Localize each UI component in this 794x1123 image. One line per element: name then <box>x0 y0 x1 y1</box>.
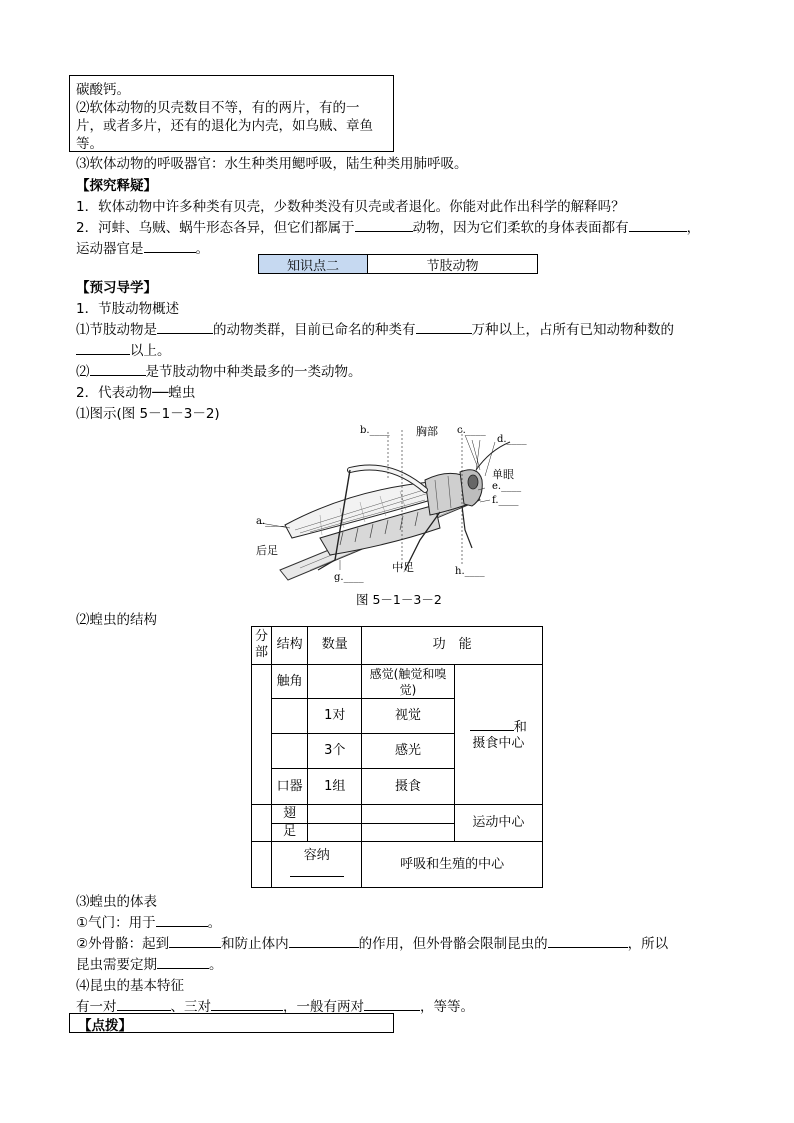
cell-contain <box>272 842 362 888</box>
cell-ocelli-count: 3个 <box>308 734 362 769</box>
blank[interactable] <box>416 321 472 334</box>
blank[interactable] <box>548 935 628 948</box>
cell-antenna: 触角 <box>272 664 308 699</box>
head-center-line1 <box>455 718 542 736</box>
intro-line-1: 碳酸钙。 <box>76 82 130 98</box>
th-count: 数量 <box>308 627 362 665</box>
tip-heading: 【点拨】 <box>78 1018 132 1034</box>
insect-a: 有一对 <box>76 999 117 1015</box>
insect-c: ，一般有两对 <box>283 999 364 1015</box>
structure-table <box>251 626 543 888</box>
spiracle-b: 。 <box>207 915 222 931</box>
cell-eye-func: 视觉 <box>362 699 454 734</box>
body-surface-title: ⑶蝗虫的体表 <box>76 894 157 910</box>
blank[interactable] <box>470 718 514 731</box>
preview-s2-fig: ⑴图示(图 5－1－3－2) <box>76 406 220 422</box>
th-func: 功 能 <box>362 627 543 665</box>
respiration-text: ⑶软体动物的呼吸器官：水生种类用鳃呼吸，陆生种类用肺呼吸。 <box>76 156 468 172</box>
blank[interactable] <box>211 998 283 1011</box>
blank[interactable] <box>290 864 344 877</box>
cell-wing: 翅 <box>272 805 308 823</box>
q2-part-a: 2．河蚌、乌贼、蜗牛形态各异，但它们都属于 <box>76 220 355 236</box>
s1-2-a: ⑵ <box>76 364 90 380</box>
exo-f: 。 <box>209 957 223 973</box>
cell-abdomen-center: 呼吸和生殖的中心 <box>362 842 543 888</box>
blank[interactable] <box>157 321 213 334</box>
exo-d: ，所以 <box>627 936 669 952</box>
blank[interactable] <box>144 240 196 253</box>
cell-leg-count[interactable] <box>308 823 362 841</box>
blank[interactable] <box>117 998 171 1011</box>
explore-q2-cont <box>76 237 209 257</box>
cell-antenna-func: 感觉(触觉和嗅觉) <box>362 664 454 699</box>
blank[interactable] <box>355 219 413 232</box>
cell-ocelli[interactable] <box>272 734 308 769</box>
cell-mouth-func: 摄食 <box>362 768 454 805</box>
cell-antenna-count[interactable] <box>308 664 362 699</box>
figure-caption: 图 5－1－3－2 <box>356 592 442 607</box>
fig-label-e: e.____ <box>492 481 522 492</box>
blank[interactable] <box>629 219 687 232</box>
fig-label-d: d.____ <box>497 434 527 445</box>
exo-a: ②外骨骼：起到 <box>76 936 170 952</box>
blank[interactable] <box>364 998 420 1011</box>
intro-line-4: 等。 <box>76 136 103 152</box>
blank[interactable] <box>90 363 146 376</box>
s1-2-b: 是节肢动物中种类最多的一类动物。 <box>145 364 362 380</box>
knowledge-point-bar <box>258 254 538 274</box>
cell-ocelli-func: 感光 <box>362 734 454 769</box>
q2-part-d: 运动器官是 <box>76 241 144 257</box>
cell-mouth-count: 1组 <box>308 768 362 805</box>
insect-b: 、三对 <box>170 999 211 1015</box>
exo-c: 的作用，但外骨骼会限制昆虫的 <box>358 936 548 952</box>
preview-s1-line1 <box>76 318 674 338</box>
insect-title: ⑷昆虫的基本特征 <box>76 978 184 994</box>
fig-label-mid-leg: 中足 <box>392 561 414 574</box>
blank[interactable] <box>157 956 209 969</box>
head-center-suffix: 和 <box>513 719 527 735</box>
part-head-cell <box>252 664 272 805</box>
exoskeleton-line <box>76 932 668 952</box>
cell-thorax-center: 运动中心 <box>454 805 542 842</box>
explore-q1: 1．软体动物中许多种类有贝壳，少数种类没有贝壳或者退化。你能对此作出科学的解释吗？ <box>76 199 625 215</box>
fig-label-simple-eye: 单眼 <box>492 468 514 481</box>
cell-mouth: 口器 <box>272 768 308 805</box>
cell-wing-count[interactable] <box>308 805 362 823</box>
explore-q2 <box>76 216 700 236</box>
cell-wing-func[interactable] <box>362 805 454 823</box>
blank[interactable] <box>289 935 359 948</box>
intro-line-2: ⑵软体动物的贝壳数目不等，有的两片，有的一 <box>76 100 360 116</box>
preview-heading: 【预习导学】 <box>76 280 157 296</box>
part-abdomen-cell[interactable] <box>252 842 272 888</box>
explore-heading: 【探究释疑】 <box>76 178 157 194</box>
fig-label-c: c.____ <box>457 425 486 436</box>
preview-s1-line3 <box>76 360 362 380</box>
s1-part-c: 万种以上，占所有已知动物种数的 <box>471 322 674 338</box>
insect-d: ，等等。 <box>420 999 474 1015</box>
preview-s1-line2 <box>76 339 171 359</box>
spiracle-a: ①气门：用于 <box>76 915 156 931</box>
intro-line-3: 片，或者多片，还有的退化为内壳，如乌贼、章鱼 <box>76 118 373 134</box>
cell-eye-count: 1对 <box>308 699 362 734</box>
blank[interactable] <box>76 342 130 355</box>
cell-leg: 足 <box>272 823 308 841</box>
contain-blank-wrap <box>272 864 361 882</box>
exo-b: 和防止体内 <box>221 936 289 952</box>
exoskeleton-line-2 <box>76 953 223 973</box>
fig-label-a: a.____ <box>256 516 286 527</box>
th-struct: 结构 <box>272 627 308 665</box>
fig-label-hind-leg: 后足 <box>256 544 278 557</box>
head-center-line2: 摄食中心 <box>472 735 525 751</box>
fig-label-h: h.____ <box>455 566 485 577</box>
contain-label: 容纳 <box>303 847 330 863</box>
preview-s2-title: 2．代表动物──蝗虫 <box>76 385 196 401</box>
knowledge-point-title: 节肢动物 <box>426 258 479 274</box>
blank[interactable] <box>169 935 221 948</box>
knowledge-point-label: 知识点二 <box>259 255 368 273</box>
part-thorax-cell[interactable] <box>252 805 272 842</box>
s1-part-b: 的动物类群，目前已命名的种类有 <box>213 322 416 338</box>
fig-label-f: f.____ <box>492 495 519 506</box>
q2-part-c: ， <box>686 220 701 236</box>
q2-part-b: 动物，因为它们柔软的身体表面都有 <box>412 220 629 236</box>
q2-part-e: 。 <box>195 241 209 257</box>
blank[interactable] <box>156 914 208 927</box>
th-part: 分部 <box>252 627 272 665</box>
exo-e: 昆虫需要定期 <box>76 957 157 973</box>
structure-title: ⑵蝗虫的结构 <box>76 612 157 628</box>
preview-s1-title: 1．节肢动物概述 <box>76 301 180 317</box>
s1-part-a: ⑴节肢动物是 <box>76 322 157 338</box>
spiracle-line <box>76 911 221 931</box>
fig-label-thorax: 胸部 <box>416 425 438 438</box>
fig-label-b: b.____ <box>360 425 390 436</box>
fig-label-g: g.____ <box>334 572 364 583</box>
cell-eye[interactable] <box>272 699 308 734</box>
s1-part-d: 以上。 <box>130 343 171 359</box>
cell-head-center <box>454 664 542 805</box>
insect-line <box>76 995 474 1015</box>
cell-leg-func[interactable] <box>362 823 454 841</box>
